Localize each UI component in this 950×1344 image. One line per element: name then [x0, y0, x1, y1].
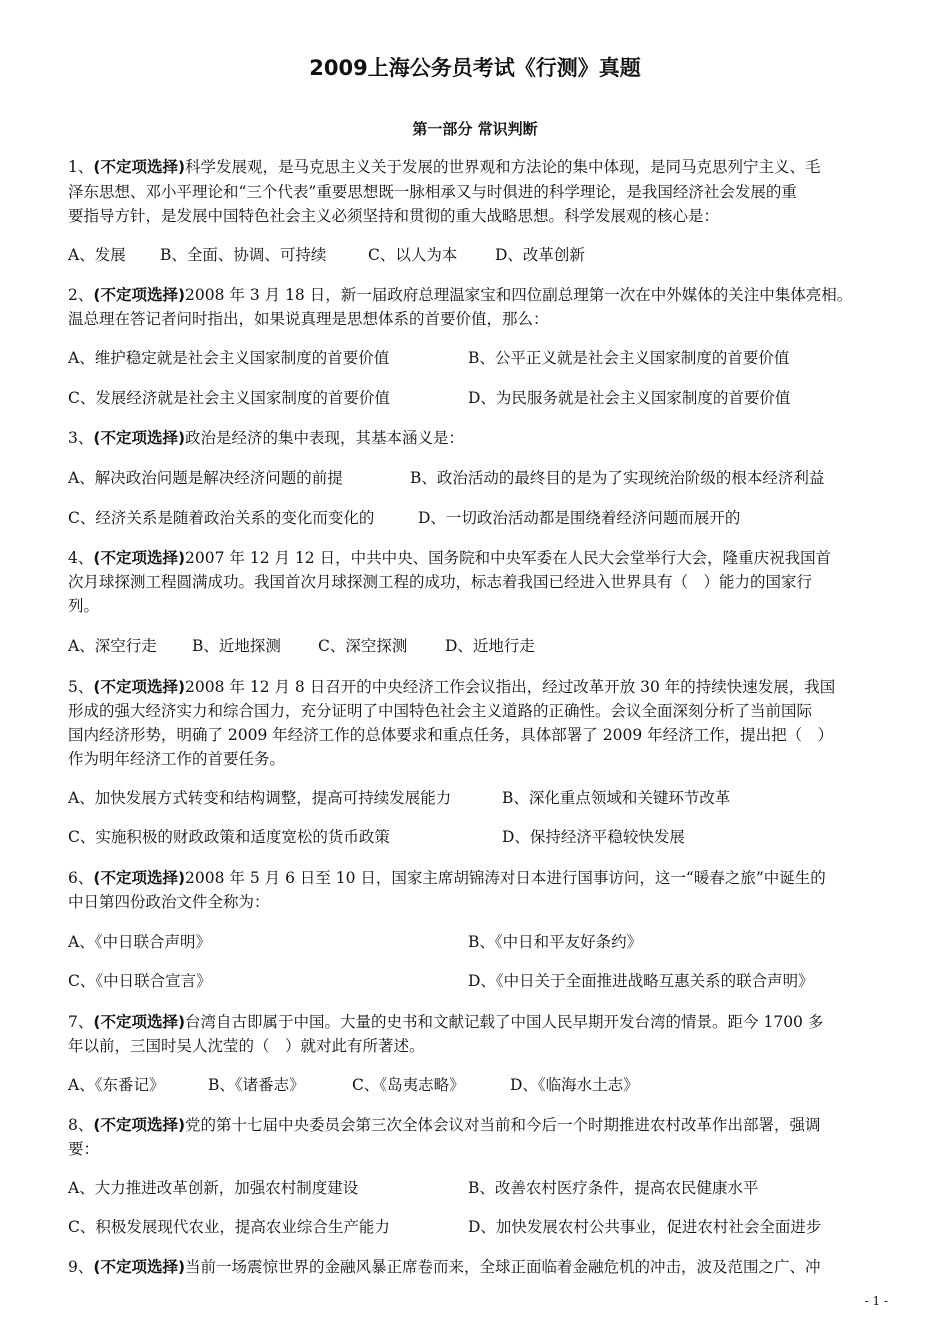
question-text: 当前一场震惊世界的金融风暴正席卷而来，全球正面临着金融危机的冲击，波及范围之广、冲: [185, 1258, 821, 1276]
question-text: 2008 年 12 月 8 日召开的中央经济工作会议指出，经过改革开放 30 年的持续快速发展，我国: [185, 678, 836, 696]
option-a: A、深空行走: [68, 637, 157, 655]
question-number: 6、: [68, 869, 94, 887]
question-type-tag: (不定项选择): [93, 549, 186, 567]
question-text: 要：: [68, 1140, 100, 1158]
question-text: 政治是经济的集中表现，其基本涵义是：: [185, 429, 465, 447]
question-number: 7、: [68, 1013, 94, 1031]
option-c: C、《中日联合宣言》: [68, 972, 212, 990]
question-text: 台湾自古即属于中国。大量的史书和文献记载了中国人民早期开发台湾的情景。距今 1700 多: [185, 1013, 824, 1031]
option-c: C、深空探测: [318, 637, 408, 655]
option-b: B、公平正义就是社会主义国家制度的首要价值: [468, 349, 790, 367]
question-4: [68, 546, 888, 570]
question-text: 列。: [68, 597, 100, 615]
option-b: B、政治活动的最终目的是为了实现统治阶级的根本经济利益: [410, 469, 825, 487]
question-2: [68, 283, 888, 307]
question-number: 9、: [68, 1258, 94, 1276]
option-d: D、加快发展农村公共事业，促进农村社会全面进步: [468, 1218, 822, 1236]
option-d: D、近地行走: [445, 637, 535, 655]
question-5: [68, 675, 888, 699]
option-a: A、大力推进改革创新，加强农村制度建设: [68, 1179, 359, 1197]
question-7: [68, 1010, 888, 1034]
question-text: 形成的强大经济实力和综合国力，充分证明了中国特色社会主义道路的正确性。会议全面深刻分析了当前国际: [68, 702, 813, 720]
question-text: 国内经济形势，明确了 2009 年经济工作的总体要求和重点任务，具体部署了 2009 年经济工作，提出把（ ）: [68, 726, 834, 744]
question-type-tag: (不定项选择): [93, 869, 186, 887]
question-type-tag: (不定项选择): [93, 158, 186, 176]
option-a: A、维护稳定就是社会主义国家制度的首要价值: [68, 349, 390, 367]
question-6: [68, 866, 888, 890]
question-type-tag: (不定项选择): [93, 1116, 186, 1134]
option-c: C、经济关系是随着政治关系的变化而变化的: [68, 509, 375, 527]
question-number: 5、: [68, 678, 94, 696]
question-number: 1、: [68, 158, 94, 176]
question-3: [68, 426, 888, 450]
option-b: B、全面、协调、可持续: [160, 246, 327, 264]
question-text: 党的第十七届中央委员会第三次全体会议对当前和今后一个时期推进农村改革作出部署，强调: [185, 1116, 821, 1134]
question-text: 泽东思想、邓小平理论和“三个代表”重要思想既一脉相承又与时俱进的科学理论，是我国经济社会发展的重: [68, 183, 797, 201]
question-type-tag: (不定项选择): [93, 678, 186, 696]
question-text: 2008 年 3 月 18 日，新一届政府总理温家宝和四位副总理第一次在中外媒体的关注中集体亮相。: [185, 286, 853, 304]
question-text: 作为明年经济工作的首要任务。: [68, 750, 286, 768]
option-c: C、发展经济就是社会主义国家制度的首要价值: [68, 389, 390, 407]
option-d: D、《中日关于全面推进战略互惠关系的联合声明》: [468, 972, 814, 990]
option-a: A、发展: [68, 246, 126, 264]
question-text: 科学发展观，是马克思主义关于发展的世界观和方法论的集中体现，是同马克思列宁主义、毛: [185, 158, 821, 176]
option-a: A、加快发展方式转变和结构调整，提高可持续发展能力: [68, 789, 452, 807]
option-a: A、解决政治问题是解决经济问题的前提: [68, 469, 343, 487]
option-c: C、实施积极的财政政策和适度宽松的货币政策: [68, 828, 390, 846]
question-text: 2008 年 5 月 6 日至 10 日，国家主席胡锦涛对日本进行国事访问，这一“暖春之旅”中诞生的: [185, 869, 826, 887]
question-text: 要指导方针，是发展中国特色社会主义必须坚持和贯彻的重大战略思想。科学发展观的核心是：: [68, 207, 720, 225]
section-heading: 第一部分 常识判断: [412, 120, 538, 138]
option-d: D、《临海水土志》: [510, 1076, 639, 1094]
question-number: 4、: [68, 549, 94, 567]
question-text: 中日第四份政治文件全称为：: [68, 893, 270, 911]
question-text: 次月球探测工程圆满成功。我国首次月球探测工程的成功，标志着我国已经进入世界具有（ ）能力的国家行: [68, 573, 813, 591]
question-number: 8、: [68, 1116, 94, 1134]
question-1: [68, 155, 888, 179]
option-b: B、深化重点领域和关键环节改革: [502, 789, 731, 807]
option-c: C、以人为本: [368, 246, 458, 264]
question-type-tag: (不定项选择): [93, 1258, 186, 1276]
option-b: B、《诸番志》: [208, 1076, 305, 1094]
option-b: B、近地探测: [192, 637, 281, 655]
question-number: 3、: [68, 429, 94, 447]
document-title: 2009上海公务员考试《行测》真题: [309, 56, 641, 80]
option-b: B、改善农村医疗条件，提高农民健康水平: [468, 1179, 759, 1197]
question-number: 2、: [68, 286, 94, 304]
question-text: 温总理在答记者问时指出，如果说真理是思想体系的首要价值，那么：: [68, 310, 549, 328]
option-a: A、《东番记》: [68, 1076, 165, 1094]
page-number: - 1 -: [864, 1294, 888, 1308]
option-d: D、保持经济平稳较快发展: [502, 828, 685, 846]
question-type-tag: (不定项选择): [93, 1013, 186, 1031]
option-a: A、《中日联合声明》: [68, 933, 211, 951]
question-text: 2007 年 12 月 12 日，中共中央、国务院和中央军委在人民大会堂举行大会，隆重庆祝我国首: [185, 549, 832, 567]
option-d: D、一切政治活动都是围绕着经济问题而展开的: [418, 509, 741, 527]
question-type-tag: (不定项选择): [93, 286, 186, 304]
option-b: B、《中日和平友好条约》: [468, 933, 643, 951]
question-8: [68, 1113, 888, 1137]
question-9: [68, 1255, 888, 1279]
question-type-tag: (不定项选择): [93, 429, 186, 447]
option-d: D、为民服务就是社会主义国家制度的首要价值: [468, 389, 791, 407]
option-d: D、改革创新: [495, 246, 585, 264]
option-c: C、积极发展现代农业，提高农业综合生产能力: [68, 1218, 390, 1236]
question-text: 年以前，三国时吴人沈莹的（ ）就对此有所著述。: [68, 1037, 425, 1055]
option-c: C、《岛夷志略》: [352, 1076, 465, 1094]
